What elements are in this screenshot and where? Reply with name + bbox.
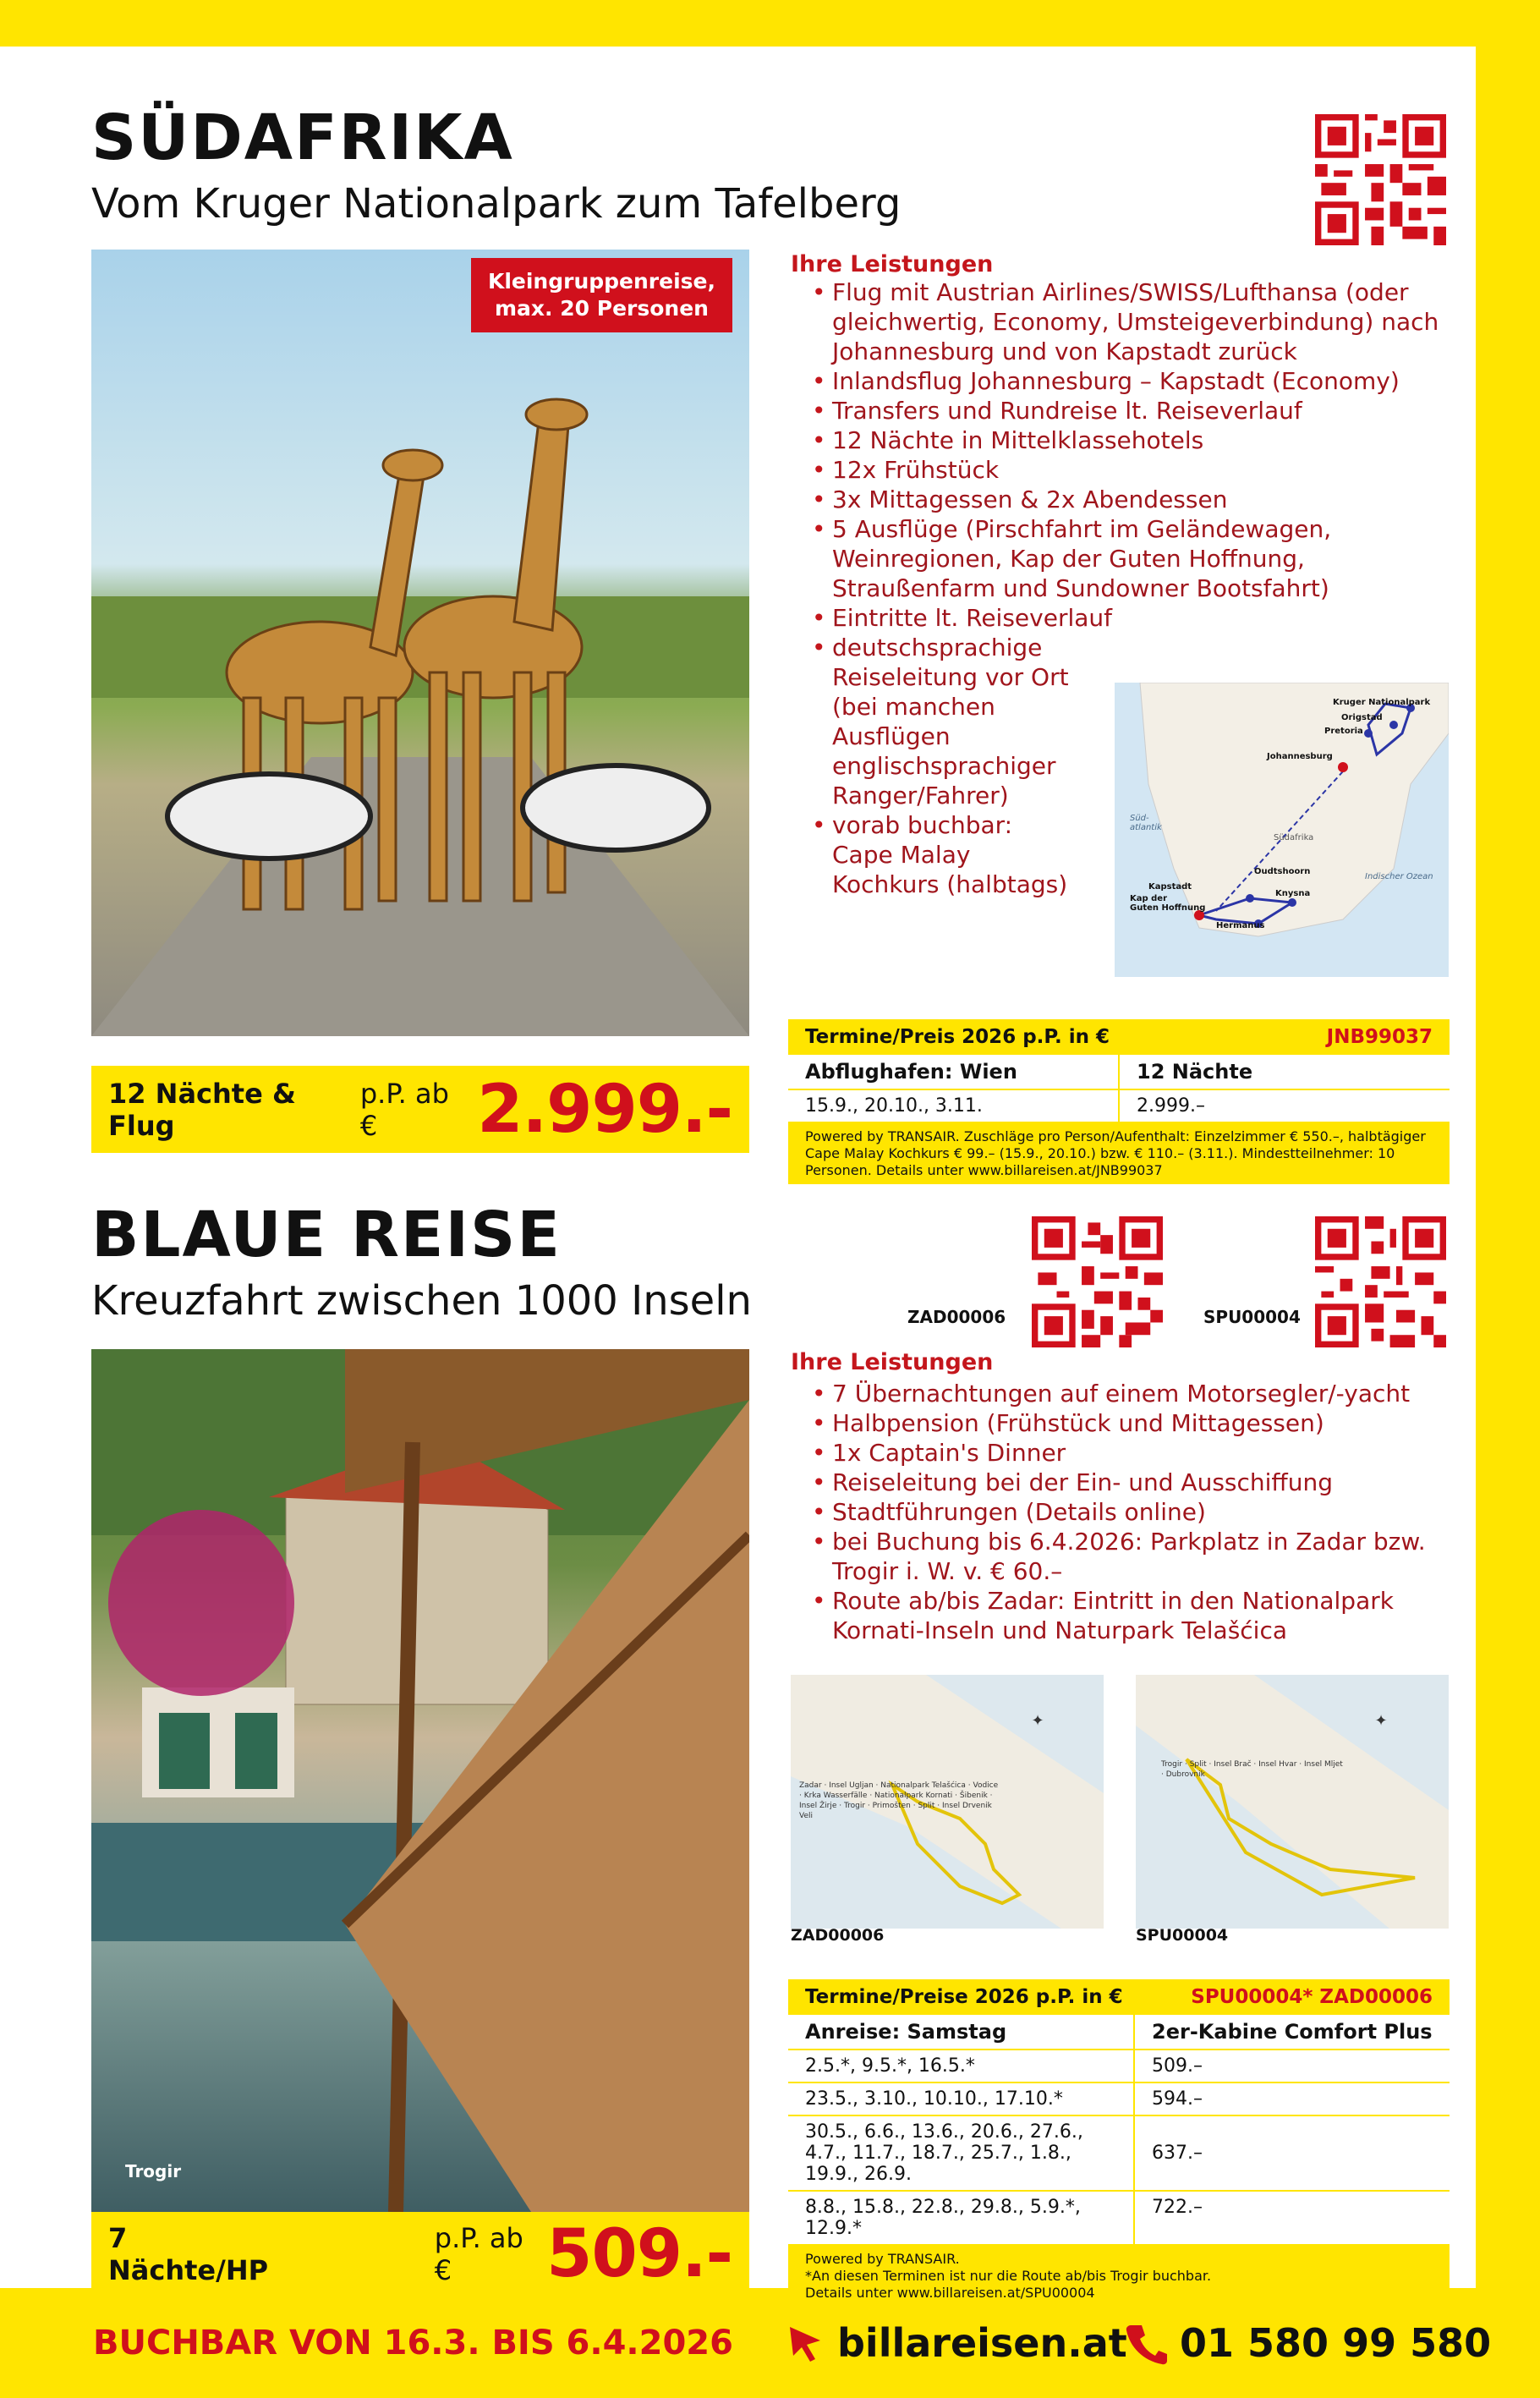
map-label: Trogir	[1161, 1760, 1183, 1769]
table-row	[788, 2192, 1450, 2246]
map-label: Dubrovnik	[1165, 1770, 1205, 1779]
map-caption-spu00004: SPU00004	[1136, 1926, 1229, 1945]
price-value: 509.-	[546, 2216, 732, 2292]
trip-code: SPU00004* ZAD00006	[1191, 1986, 1433, 2008]
qr-code-south-africa[interactable]	[1315, 114, 1446, 245]
price-label: 12 Nächte & Flug	[108, 1077, 296, 1142]
table-cell: 722.–	[1152, 2197, 1203, 2218]
table-cell: 15.9., 20.10., 3.11.	[788, 1090, 1120, 1122]
map-label: Šibenik	[959, 1792, 988, 1800]
map-labels-zadar: Zadar · Insel Ugljan · Nationalpark Telašćica · Vodice · Krka Wasserfälle · Nationalpark Kornati · Šibenik · Insel Žirje · Trogir · Primošten · Split · Insel Drvenik Veli	[799, 1781, 999, 1820]
map-label: Insel Mljet	[1304, 1760, 1343, 1769]
table-footnote: Powered by TRANSAIR. Zuschläge pro Person/Aufenthalt: Einzelzimmer € 550.–, halbtägiger Cape Malay Kochkurs € 99.– (15.9., 20.10.) bzw. € 110.– (3.11.). Mindestteilnehmer: 10 Personen. Details unter www.billareisen.at/JNB99037	[788, 1123, 1450, 1184]
phone-number[interactable]: 01 580 99 580	[1180, 2320, 1492, 2366]
table-header-label: Termine/Preise 2026 p.P. in €	[805, 1986, 1123, 2008]
trogir-photo	[91, 1349, 749, 2212]
section-title-blue-voyage: BLAUE REISE	[91, 1199, 562, 1271]
map-label-atlantic: Süd- atlantik	[1130, 814, 1162, 832]
map-label-hermanus: Hermanus	[1216, 921, 1265, 930]
map-labels-split: Trogir · Split · Insel Brač · Insel Hvar · Insel Mljet · Dubrovnik	[1161, 1760, 1343, 1779]
south-africa-map	[1115, 683, 1449, 977]
list-item: • bei Buchung bis 6.4.2026: Parkplatz in Zadar bzw. Trogir i. W. v. € 60.–	[810, 1527, 1453, 1586]
list-item: • 5 Ausflüge (Pirschfahrt im Geländewagen, Weinregionen, Kap der Guten Hoffnung, Straußenfarm und Sundowner Bootsfahrt)	[810, 514, 1453, 603]
photo-caption: Trogir	[125, 2161, 182, 2181]
map-label: Vodice	[973, 1781, 999, 1790]
map-label: Split	[1189, 1760, 1207, 1769]
qr-code-spu00004[interactable]	[1315, 1216, 1446, 1347]
price-table-blue-voyage	[788, 1979, 1450, 2307]
website-link[interactable]: billareisen.at	[837, 2320, 1127, 2366]
list-item: • Route ab/bis Zadar: Eintritt in den Nationalpark Kornati-Inseln und Naturpark Telašćica	[810, 1586, 1453, 1645]
map-label: Nationalpark Telašćica	[880, 1781, 966, 1790]
map-label-kapstadt: Kapstadt	[1148, 882, 1192, 892]
cursor-icon	[786, 2324, 824, 2364]
map-label: Insel Brač	[1214, 1760, 1252, 1769]
phone-icon	[1125, 2322, 1169, 2366]
table-header-label: Termine/Preis 2026 p.P. in €	[805, 1026, 1110, 1048]
table-row	[788, 2116, 1450, 2192]
map-label: Trogir	[843, 1802, 866, 1810]
booking-period: BUCHBAR VON 16.3. BIS 6.4.2026	[93, 2324, 733, 2362]
table-column-headers	[788, 1055, 1450, 1090]
list-item: • 12x Frühstück	[810, 455, 1453, 485]
svg-text:✦: ✦	[1031, 1712, 1044, 1730]
table-row	[788, 2083, 1450, 2116]
price-bar-south-africa	[91, 1066, 749, 1153]
price-label: 7 Nächte/HP	[108, 2222, 269, 2286]
services-heading: Ihre Leistungen	[791, 251, 994, 277]
column-header: Anreise: Samstag	[788, 2015, 1135, 2049]
route-map-spu00004	[1136, 1675, 1449, 1929]
section-subtitle-blue-voyage: Kreuzfahrt zwischen 1000 Inseln	[91, 1277, 752, 1325]
services-list	[810, 1379, 1453, 1645]
list-item: • Inlandsflug Johannesburg – Kapstadt (Economy)	[810, 366, 1453, 396]
map-caption-zad00006: ZAD00006	[791, 1926, 885, 1945]
table-cell: 637.–	[1152, 2143, 1203, 2164]
map-label-knysna: Knysna	[1275, 889, 1311, 898]
table-cell: 2.5.*, 9.5.*, 16.5.*	[788, 2050, 1135, 2082]
list-item: • Halbpension (Frühstück und Mittagessen)	[810, 1408, 1453, 1438]
qr-code-label-1: ZAD00006	[907, 1307, 1006, 1327]
table-row	[788, 2050, 1450, 2083]
map-label-southafrica: Südafrika	[1274, 833, 1314, 842]
table-cell: 23.5., 3.10., 10.10., 17.10.*	[788, 2083, 1135, 2115]
section-title-south-africa: SÜDAFRIKA	[91, 102, 514, 174]
list-item: • Eintritte lt. Reiseverlauf	[810, 603, 1453, 633]
table-column-headers	[788, 2015, 1450, 2050]
table-header	[788, 1979, 1450, 2015]
list-item: • Reiseleitung bei der Ein- und Ausschiffung	[810, 1468, 1453, 1497]
list-item: • 1x Captain's Dinner	[810, 1438, 1453, 1468]
giraffes-photo	[91, 250, 749, 1036]
price-prefix: p.P. ab €	[359, 1077, 449, 1142]
list-item: • 7 Übernachtungen auf einem Motorsegler/-yacht	[810, 1379, 1453, 1408]
list-item: • Flug mit Austrian Airlines/SWISS/Lufthansa (oder gleichwertig, Economy, Umsteigeverbindung) nach Johannesburg und von Kapstadt zurück	[810, 277, 1453, 366]
column-header: 12 Nächte	[1137, 1060, 1253, 1084]
map-label-johannesburg: Johannesburg	[1267, 752, 1333, 761]
map-label: Insel Žirje	[799, 1802, 837, 1810]
map-label-origstad: Origstad	[1341, 713, 1383, 722]
price-value: 2.999.-	[477, 1071, 732, 1148]
list-item: • deutschsprachige Reiseleitung vor Ort (bei manchen Ausflügen englischsprachiger Ranger/Fahrer)	[810, 633, 1072, 810]
list-item: • Stadtführungen (Details online)	[810, 1497, 1453, 1527]
price-prefix: p.P. ab €	[434, 2222, 523, 2286]
list-item: • 3x Mittagessen & 2x Abendessen	[810, 485, 1453, 514]
trip-code: JNB99037	[1326, 1026, 1433, 1048]
badge-line-2: max. 20 Personen	[495, 296, 709, 321]
table-cell: 2.999.–	[1137, 1095, 1205, 1117]
svg-text:✦: ✦	[1374, 1712, 1388, 1730]
map-label: Zadar	[799, 1781, 822, 1790]
map-label-cape: Kap der Guten Hoffnung	[1130, 894, 1206, 913]
price-bar-blue-voyage	[91, 2212, 749, 2296]
table-cell: 594.–	[1152, 2088, 1203, 2110]
table-row	[788, 1090, 1450, 1123]
table-cell: 30.5., 6.6., 13.6., 20.6., 27.6., 4.7., 11.7., 18.7., 25.7., 1.8., 19.9., 26.9.	[788, 2116, 1135, 2190]
qr-code-label-2: SPU00004	[1203, 1307, 1301, 1327]
qr-code-zad00006[interactable]	[1032, 1216, 1163, 1347]
services-heading: Ihre Leistungen	[791, 1349, 994, 1375]
map-label: Insel Drvenik Veli	[799, 1802, 992, 1820]
map-label-oudtshoorn: Oudtshoorn	[1254, 867, 1311, 876]
footer	[0, 2288, 1540, 2398]
column-header: Abflughafen: Wien	[788, 1055, 1120, 1089]
list-item: • 12 Nächte in Mittelklassehotels	[810, 425, 1453, 455]
table-header	[788, 1019, 1450, 1055]
map-label: Insel Hvar	[1258, 1760, 1297, 1769]
table-footnote: Powered by TRANSAIR. *An diesen Terminen ist nur die Route ab/bis Trogir buchbar. Details unter www.billareisen.at/SPU00004	[788, 2246, 1450, 2307]
map-label: Krka Wasserfälle	[803, 1792, 868, 1800]
table-cell: 509.–	[1152, 2055, 1203, 2077]
list-item: • vorab buchbar: Cape Malay Kochkurs (halbtags)	[810, 810, 1072, 899]
map-label-pretoria: Pretoria	[1324, 727, 1363, 736]
list-item: • Transfers und Rundreise lt. Reiseverlauf	[810, 396, 1453, 425]
page	[0, 47, 1476, 2301]
price-table-south-africa	[788, 1019, 1450, 1184]
small-group-badge	[471, 258, 732, 332]
column-header: 2er-Kabine Comfort Plus	[1152, 2020, 1433, 2044]
map-label-indian-ocean: Indischer Ozean	[1365, 872, 1433, 881]
route-map-zad00006	[791, 1675, 1104, 1929]
map-label: Nationalpark Kornati	[874, 1792, 953, 1800]
table-cell: 8.8., 15.8., 22.8., 29.8., 5.9.*, 12.9.*	[788, 2192, 1135, 2244]
map-label-kruger: Kruger Nationalpark	[1333, 698, 1431, 707]
map-label: Insel Ugljan	[829, 1781, 874, 1790]
badge-line-1: Kleingruppenreise,	[487, 269, 715, 294]
map-label: Primošten	[872, 1802, 911, 1810]
map-label: Split	[918, 1802, 935, 1810]
section-subtitle-south-africa: Vom Kruger Nationalpark zum Tafelberg	[91, 180, 902, 228]
